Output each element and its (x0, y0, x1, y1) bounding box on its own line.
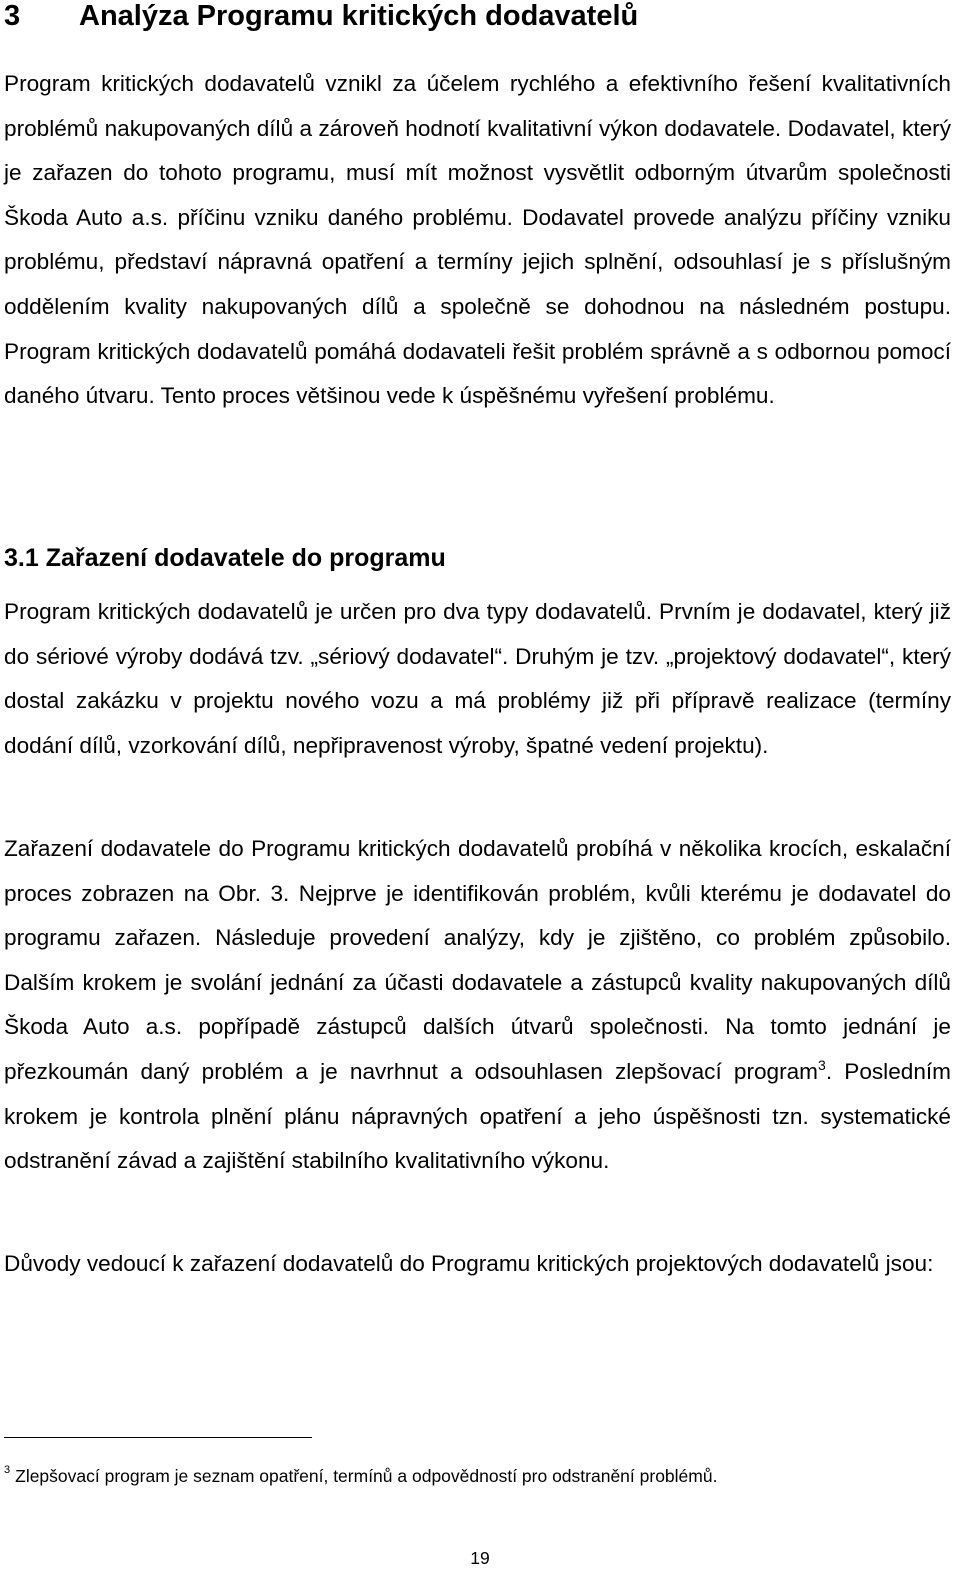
paragraph-supplier-types: Program kritických dodavatelů je určen pro dva typy dodavatelů. Prvním je dodavatel, který již do sériové výroby dodává tzv. „sériový dodavatel“. Druhým je tzv. „projektový dodavatel“, který dostal zakázku v projektu nového vozu a má problémy již při přípravě realizace (termíny dodání dílů, vzorkování dílů, nepřipravenost výroby, špatné vedení projektu). (4, 599, 951, 758)
chapter-number: 3 (4, 0, 21, 32)
paragraph-intro: Program kritických dodavatelů vznikl za účelem rychlého a efektivního řešení kvalitativních problémů nakupovaných dílů a zároveň hodnotí kvalitativní výkon dodavatele. Dodavatel, který je zařazen do tohoto programu, musí mít možnost vysvětlit odborným útvarům společnosti Škoda Auto a.s. příčinu vzniku daného problému. Dodavatel provede analýzu příčiny vzniku problému, představí nápravná opatření a termíny jejich splnění, odsouhlasí je s příslušným oddělením kvality nakupovaných dílů a společně se dohodnou na následném postupu. Program kritických dodavatelů pomáhá dodavateli řešit problém správně a s odbornou pomocí daného útvaru. Tento proces většinou vede k úspěšnému vyřešení problému. (4, 71, 951, 409)
paragraph-text: Zařazení dodavatele do Programu kritických dodavatelů probíhá v několika krocích, eskalační proces zobrazen na Obr. 3. Nejprve je identifikován problém, kvůli kterému je dodavatel do programu zařazen. Následuje provedení analýzy, kdy je zjištěno, co problém způsobilo. Dalším krokem je svolání jednání za účasti dodavatele a zástupců kvality nakupovaných dílů Škoda Auto a.s. popřípadě zástupců dalších útvarů společnosti. Na tomto jednání je přezkoumán daný problém a je navrhnut a odsouhlasen zlepšovací program (4, 836, 951, 1084)
footnote-marker: 3 (4, 1464, 11, 1476)
footnote-separator (4, 1437, 312, 1438)
page-number: 19 (470, 1548, 490, 1568)
footnote-text: Zlepšovací program je seznam opatření, termínů a odpovědností pro odstranění problémů. (15, 1466, 718, 1486)
chapter-title: Analýza Programu kritických dodavatelů (79, 0, 639, 32)
section-heading: 3.1 Zařazení dodavatele do programu (4, 544, 446, 572)
chapter-heading (4, 0, 638, 32)
paragraph-reasons: Důvody vedoucí k zařazení dodavatelů do Programu kritických projektových dodavatelů jsou: (4, 1251, 934, 1276)
footnote (4, 1464, 717, 1488)
paragraph-inclusion-steps (4, 827, 951, 1184)
paragraph-text: . Posledním krokem je kontrola plnění plánu nápravných opatření a jeho úspěšnosti tzn. systematické odstranění závad a zajištění stabilního kvalitativního výkonu. (4, 1058, 951, 1174)
footnote-reference: 3 (818, 1056, 826, 1073)
